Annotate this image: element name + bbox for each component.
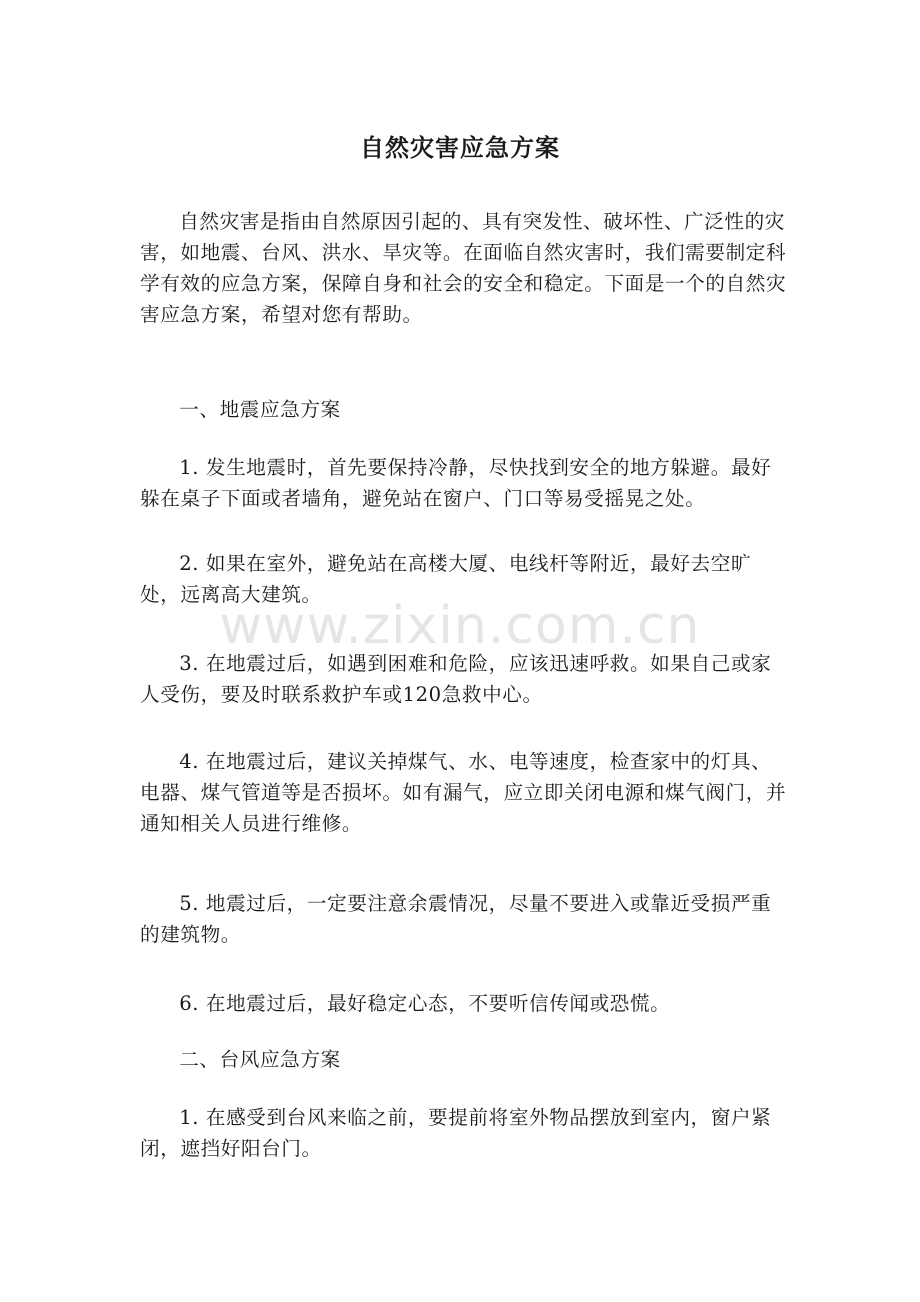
intro-paragraph: 自然灾害是指由自然原因引起的、具有突发性、破坏性、广泛性的灾害，如地震、台风、洪水、旱灾等。在面临自然灾害时，我们需要制定科学有效的应急方案，保障自身和社会的安全和稳定。下面是一个的自然灾害应急方案，希望对您有帮助。 [140, 210, 787, 326]
earthquake-item-4: 4. 在地震过后，建议关掉煤气、水、电等速度，检查家中的灯具、电器、煤气管道等是否损坏。如有漏气，应立即关闭电源和煤气阀门，并通知相关人员进行维修。 [140, 750, 787, 835]
section-heading-earthquake: 一、地震应急方案 [179, 398, 341, 421]
earthquake-item-6: 6. 在地震过后，最好稳定心态，不要听信传闻或恐慌。 [179, 992, 671, 1015]
earthquake-item-3: 3. 在地震过后，如遇到困难和危险，应该迅速呼救。如果自己或家人受伤，要及时联系救护车或120急救中心。 [140, 652, 772, 706]
earthquake-item-1: 1. 发生地震时，首先要保持冷静，尽快找到安全的地方躲避。最好躲在桌子下面或者墙角，避免站在窗户、门口等易受摇晃之处。 [140, 456, 772, 510]
typhoon-item-1: 1. 在感受到台风来临之前，要提前将室外物品摆放到室内，窗户紧闭，遮挡好阳台门。 [140, 1106, 772, 1160]
earthquake-item-2: 2. 如果在室外，避免站在高楼大厦、电线杆等附近，最好去空旷处，远离高大建筑。 [140, 552, 752, 606]
watermark-text: www.zixin.com.cn [219, 596, 701, 656]
section-heading-typhoon: 二、台风应急方案 [179, 1048, 341, 1071]
document-title: 自然灾害应急方案 [360, 134, 560, 162]
earthquake-item-5: 5. 地震过后，一定要注意余震情况，尽量不要进入或靠近受损严重的建筑物。 [140, 892, 772, 946]
